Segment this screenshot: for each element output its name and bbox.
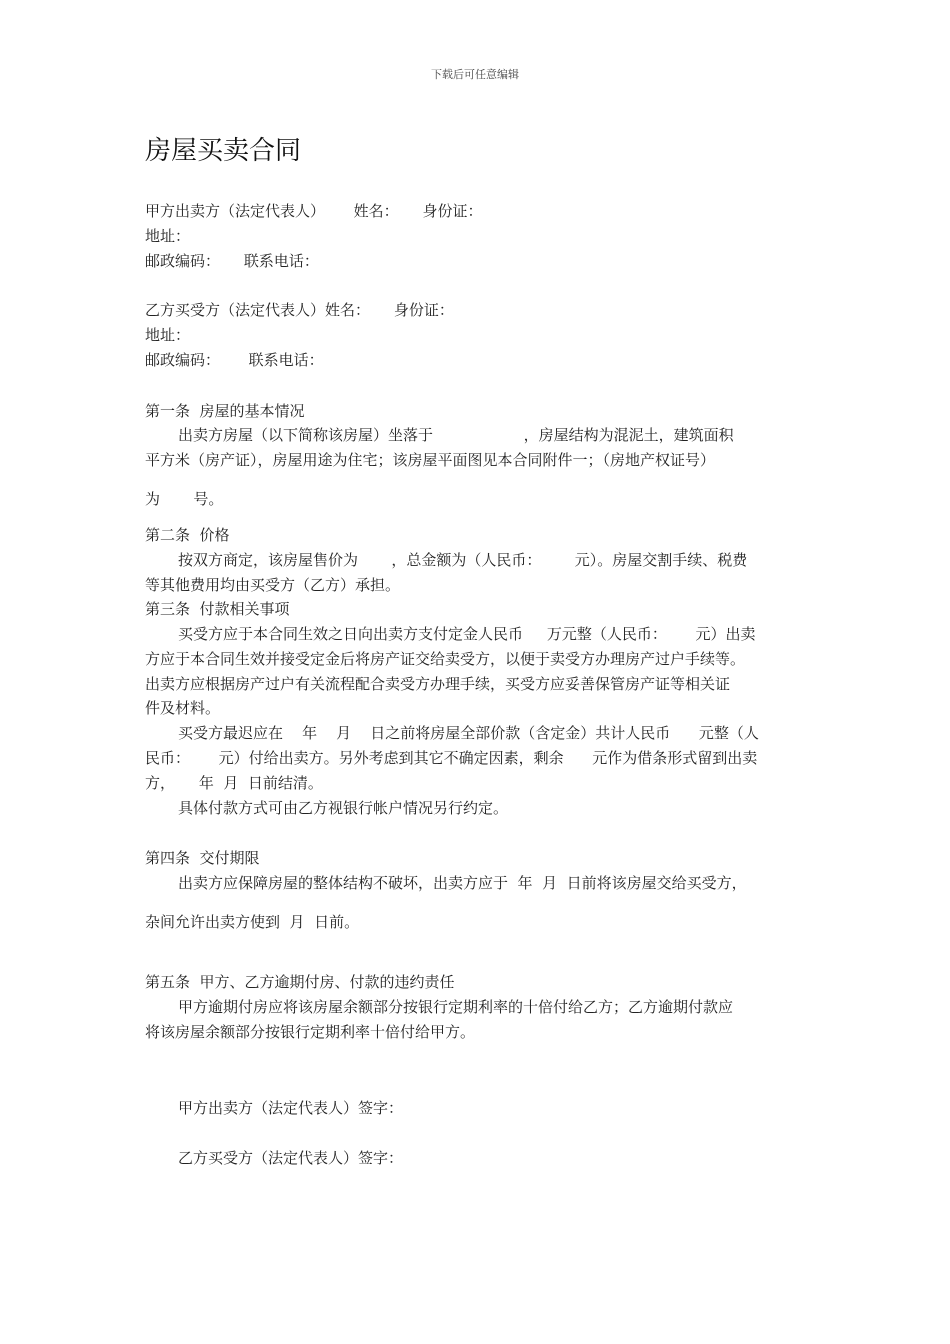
article-3-text: 件及材料。 (145, 699, 221, 717)
article-5-text: 甲方逾期付房应将该房屋余额部分按银行定期利率的十倍付给乙方；乙方逾期付款应 (178, 998, 734, 1016)
article-1-heading: 第一条 房屋的基本情况 (145, 402, 305, 420)
party-b-name-line: 乙方买受方（法定代表人）姓名： 身份证： (145, 301, 454, 319)
article-3-text: 民币： 元）付给出卖方。另外考虑到其它不确定因素，剩余 元作为借条形式留到出卖 (145, 749, 758, 767)
party-a-signature: 甲方出卖方（法定代表人）签字： (178, 1099, 404, 1117)
article-4-text: 杂间允许出卖方使到 月 日前。 (145, 913, 360, 931)
article-1-text: 为 号。 (145, 490, 224, 508)
article-3-text: 具体付款方式可由乙方视银行帐户情况另行约定。 (178, 799, 509, 817)
article-3-text: 买受方应于本合同生效之日向出卖方支付定金人民币 万元整（人民币： 元）出卖 (178, 625, 756, 643)
party-b-signature: 乙方买受方（法定代表人）签字： (178, 1149, 404, 1167)
party-a-name-line: 甲方出卖方（法定代表人） 姓名： 身份证： (145, 202, 483, 220)
party-a-contact: 邮政编码： 联系电话： (145, 252, 319, 270)
article-5-heading: 第五条 甲方、乙方逾期付房、付款的违约责任 (145, 973, 455, 991)
article-3-text: 方， 年 月 日前结清。 (145, 774, 323, 792)
article-3-text: 方应于本合同生效并接受定金后将房产证交给卖受方，以便于卖受方办理房产过户手续等。 (145, 650, 746, 668)
article-1-text: 平方米（房产证），房屋用途为住宅；该房屋平面图见本合同附件一；（房地产权证号） (145, 451, 716, 469)
article-5-text: 将该房屋余额部分按银行定期利率十倍付给甲方。 (145, 1023, 476, 1041)
article-4-text: 出卖方应保障房屋的整体结构不破坏，出卖方应于 年 月 日前将该房屋交给买受方， (178, 874, 747, 892)
party-b-contact: 邮政编码： 联系电话： (145, 351, 324, 369)
document-title: 房屋买卖合同 (145, 136, 302, 166)
article-3-heading: 第三条 付款相关事项 (145, 600, 290, 618)
article-3-text: 出卖方应根据房产过户有关流程配合卖受方办理手续，买受方应妥善保管房产证等相关证 (145, 675, 731, 693)
article-2-heading: 第二条 价格 (145, 526, 230, 544)
header-note: 下载后可任意编辑 (431, 68, 519, 81)
article-4-heading: 第四条 交付期限 (145, 849, 260, 867)
article-1-text: 出卖方房屋（以下简称该房屋）坐落于 ，房屋结构为混泥土，建筑面积 (178, 426, 734, 444)
article-3-text: 买受方最迟应在 年 月 日之前将房屋全部价款（含定金）共计人民币 元整（人 (178, 724, 759, 742)
party-a-address: 地址： (145, 227, 191, 245)
article-2-text: 按双方商定，该房屋售价为 ，总金额为（人民币： 元）。房屋交割手续、税费 (178, 551, 748, 569)
party-b-address: 地址： (145, 326, 191, 344)
article-2-text: 等其他费用均由买受方（乙方）承担。 (145, 576, 401, 594)
